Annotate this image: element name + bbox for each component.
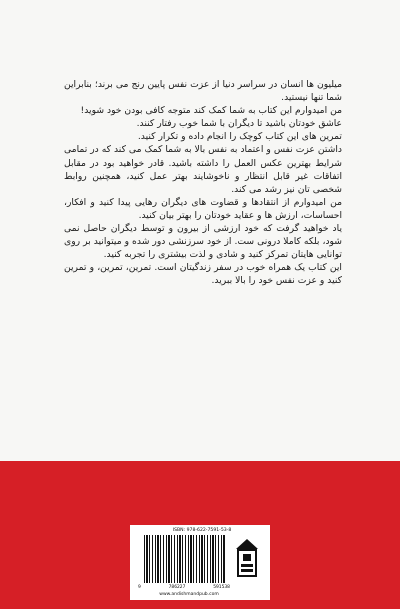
blurb-paragraph: من امیدوارم از انتقادها و قضاوت های دیگران رهایی پیدا کنید و افکار، احساسات، ارزش ها و عقاید خودتان را بهتر بیان کنید. [64,196,342,221]
blurb-text [64,78,342,288]
isbn-label: ISBN: 978-622-7591-53-8 [172,528,232,533]
barcode-prefix: 9 [138,585,141,590]
barcode-icon [144,535,226,583]
blurb-paragraph: داشتن عزت نفس و اعتماد به نفس بالا به شما کمک می کند که در تمامی شرایط بهترین عکس العمل را داشته باشید. قادر خواهید بود در مقابل اتفاقات غیر قابل انتظار و ناخوشایند بهتر عمل کنید، همچنین روابط شخصی تان نیز رشد می کند. [64,144,342,195]
barcode-digits [138,585,230,590]
blurb-paragraph: عاشق خودتان باشید تا دیگران با شما خوب رفتار کنند. [136,118,342,130]
blurb-paragraph: من امیدوارم این کتاب به شما کمک کند متوجه کافی بودن خود شوید! [80,105,342,117]
barcode-panel [130,525,270,600]
barcode-digits-right: 591538 [213,585,230,590]
blurb-paragraph: یاد خواهید گرفت که خود ارزشی از بیرون و توسط دیگران حاصل نمی شود، بلکه کاملا درونی ست. از خود سرزنشی دور شده و میتوانید بر روی توانایی هایتان تمرکز کنید و شادی و لذت بیشتری را تجربه کنید. [64,223,342,261]
blurb-paragraph: تمرین های این کتاب کوچک را انجام داده و تکرار کنید. [137,131,342,143]
blurb-paragraph: میلیون ها انسان در سراسر دنیا از عزت نفس پایین رنج می برند؛ بنابراین شما تنها نیستید. [64,79,342,104]
publisher-logo-icon [234,537,260,579]
barcode-digits-left: 786227 [168,585,186,590]
blurb-paragraph: این کتاب یک همراه خوب در سفر زندگیتان است. تمرین، تمرین، و تمرین کنید و عزت نفس خود را بالا ببرید. [64,262,342,287]
publisher-website: www.andishmandpub.com [159,592,219,597]
